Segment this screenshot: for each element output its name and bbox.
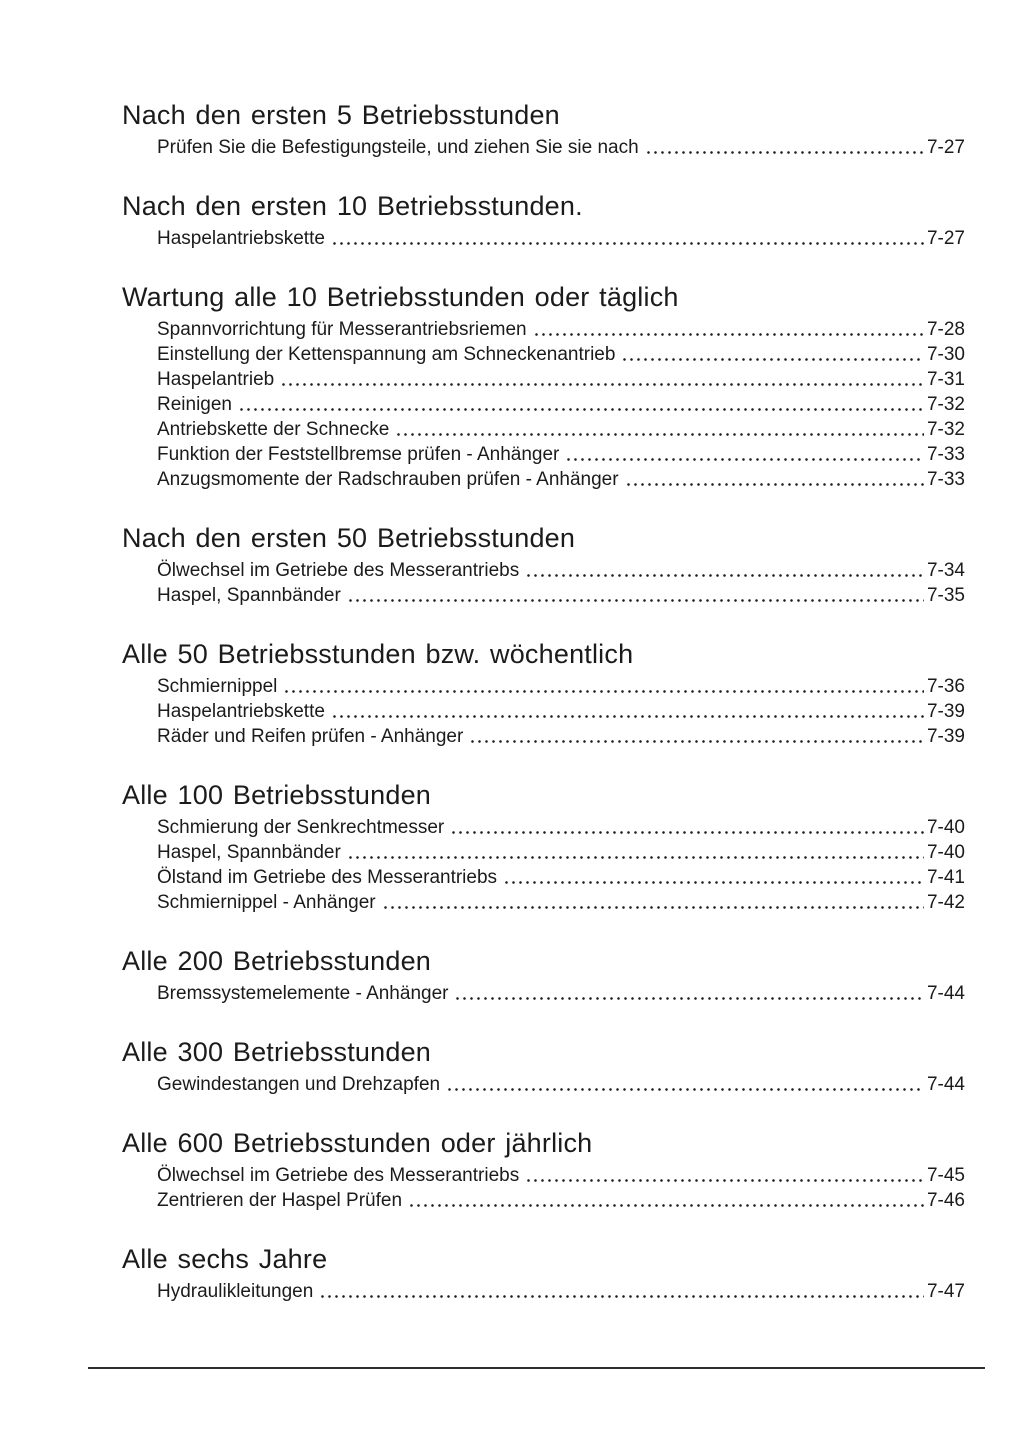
entry-page-number: 7-32 [926, 419, 965, 440]
entry-label: Haspelantriebskette [157, 701, 325, 722]
section-title: Alle 200 Betriebsstunden [122, 946, 432, 976]
dot-leader [331, 226, 924, 251]
entry-label: Ölwechsel im Getriebe des Messerantriebs [157, 560, 520, 581]
entry-page-number: 7-45 [926, 1165, 965, 1186]
entry-page-number: 7-28 [926, 319, 965, 340]
toc-entry [157, 367, 965, 392]
entry-label: Haspelantriebskette [157, 228, 325, 249]
entry-page-number: 7-41 [926, 867, 965, 888]
toc-section [122, 781, 965, 915]
toc-entry [157, 558, 965, 583]
dot-leader [625, 467, 924, 492]
entry-page-number: 7-42 [926, 892, 965, 913]
entry-page-number: 7-33 [926, 444, 965, 465]
section-entries [122, 317, 965, 492]
entry-page-number: 7-47 [926, 1281, 965, 1302]
toc-entry [157, 1163, 965, 1188]
toc-entry [157, 981, 965, 1006]
toc-entry [157, 865, 965, 890]
entry-page-number: 7-36 [926, 676, 965, 697]
section-entries [122, 815, 965, 915]
toc-entry [157, 317, 965, 342]
toc-section [122, 524, 965, 608]
section-entries [122, 135, 965, 160]
entry-page-number: 7-44 [926, 983, 965, 1004]
section-entries [122, 1072, 965, 1097]
entry-label: Gewindestangen und Drehzapfen [157, 1074, 441, 1095]
section-entries [122, 981, 965, 1006]
toc-entry [157, 135, 965, 160]
entry-page-number: 7-35 [926, 585, 965, 606]
dot-leader [238, 392, 924, 417]
section-entries [122, 674, 965, 749]
entry-page-number: 7-31 [926, 369, 965, 390]
entry-label: Schmiernippel [157, 676, 278, 697]
dot-leader [446, 1072, 924, 1097]
entry-label: Zentrieren der Haspel Prüfen [157, 1190, 403, 1211]
entry-page-number: 7-46 [926, 1190, 965, 1211]
toc-entry [157, 840, 965, 865]
toc-entry [157, 442, 965, 467]
dot-leader [565, 442, 924, 467]
section-title: Nach den ersten 10 Betriebsstunden. [122, 191, 583, 221]
dot-leader [469, 724, 924, 749]
toc-section [122, 1245, 965, 1304]
section-title: Alle 50 Betriebsstunden bzw. wöchentlich [122, 639, 634, 669]
entry-label: Einstellung der Kettenspannung am Schneckenantrieb [157, 344, 616, 365]
entry-page-number: 7-32 [926, 394, 965, 415]
entry-page-number: 7-33 [926, 469, 965, 490]
dot-leader [533, 317, 924, 342]
dot-leader [331, 699, 924, 724]
entry-page-number: 7-39 [926, 701, 965, 722]
toc-entry [157, 674, 965, 699]
toc-entry [157, 1188, 965, 1213]
section-title: Wartung alle 10 Betriebsstunden oder täglich [122, 282, 679, 312]
dot-leader [395, 417, 924, 442]
toc-section [122, 192, 965, 251]
toc-section [122, 1038, 965, 1097]
toc-entry [157, 724, 965, 749]
entry-label: Schmiernippel - Anhänger [157, 892, 376, 913]
dot-leader [503, 865, 924, 890]
entry-label: Spannvorrichtung für Messerantriebsriemen [157, 319, 527, 340]
section-entries [122, 226, 965, 251]
dot-leader [280, 367, 924, 392]
entry-label: Hydraulikleitungen [157, 1281, 314, 1302]
dot-leader [454, 981, 924, 1006]
toc-entry [157, 583, 965, 608]
section-entries [122, 558, 965, 608]
toc-entry [157, 815, 965, 840]
dot-leader [408, 1188, 924, 1213]
dot-leader [382, 890, 924, 915]
entry-label: Ölstand im Getriebe des Messerantriebs [157, 867, 498, 888]
entry-page-number: 7-34 [926, 560, 965, 581]
entry-page-number: 7-27 [926, 228, 965, 249]
toc-section [122, 947, 965, 1006]
entry-label: Ölwechsel im Getriebe des Messerantriebs [157, 1165, 520, 1186]
toc-sections [122, 101, 965, 1304]
entry-label: Funktion der Feststellbremse prüfen - Anhänger [157, 444, 560, 465]
entry-label: Räder und Reifen prüfen - Anhänger [157, 726, 464, 747]
toc-entry [157, 226, 965, 251]
entry-page-number: 7-40 [926, 817, 965, 838]
dot-leader [450, 815, 924, 840]
section-title: Alle 300 Betriebsstunden [122, 1037, 432, 1067]
toc-entry [157, 417, 965, 442]
section-title: Alle 600 Betriebsstunden oder jährlich [122, 1128, 593, 1158]
section-title: Alle sechs Jahre [122, 1244, 328, 1274]
toc-entry [157, 1279, 965, 1304]
toc-section [122, 640, 965, 749]
toc-content [122, 101, 965, 1336]
entry-page-number: 7-27 [926, 137, 965, 158]
dot-leader [645, 135, 924, 160]
toc-section [122, 283, 965, 492]
toc-section [122, 101, 965, 160]
section-title: Alle 100 Betriebsstunden [122, 780, 432, 810]
entry-label: Haspelantrieb [157, 369, 275, 390]
entry-label: Haspel, Spannbänder [157, 842, 341, 863]
entry-label: Anzugsmomente der Radschrauben prüfen - Anhänger [157, 469, 619, 490]
entry-label: Reinigen [157, 394, 232, 415]
entry-label: Haspel, Spannbänder [157, 585, 341, 606]
entry-label: Antriebskette der Schnecke [157, 419, 390, 440]
dot-leader [525, 1163, 924, 1188]
toc-section [122, 1129, 965, 1213]
entry-label: Schmierung der Senkrechtmesser [157, 817, 445, 838]
toc-entry [157, 392, 965, 417]
entry-label: Bremssystemelemente - Anhänger [157, 983, 449, 1004]
footer-rule [88, 1367, 985, 1369]
dot-leader [319, 1279, 924, 1304]
entry-page-number: 7-40 [926, 842, 965, 863]
entry-label: Prüfen Sie die Befestigungsteile, und ziehen Sie sie nach [157, 137, 639, 158]
section-entries [122, 1279, 965, 1304]
dot-leader [347, 583, 924, 608]
toc-entry [157, 467, 965, 492]
section-title: Nach den ersten 50 Betriebsstunden [122, 523, 576, 553]
section-title: Nach den ersten 5 Betriebsstunden [122, 100, 560, 130]
section-entries [122, 1163, 965, 1213]
toc-entry [157, 699, 965, 724]
toc-entry [157, 342, 965, 367]
dot-leader [525, 558, 924, 583]
toc-entry [157, 1072, 965, 1097]
entry-page-number: 7-44 [926, 1074, 965, 1095]
entry-page-number: 7-30 [926, 344, 965, 365]
toc-entry [157, 890, 965, 915]
entry-page-number: 7-39 [926, 726, 965, 747]
dot-leader [621, 342, 924, 367]
dot-leader [283, 674, 924, 699]
dot-leader [347, 840, 924, 865]
